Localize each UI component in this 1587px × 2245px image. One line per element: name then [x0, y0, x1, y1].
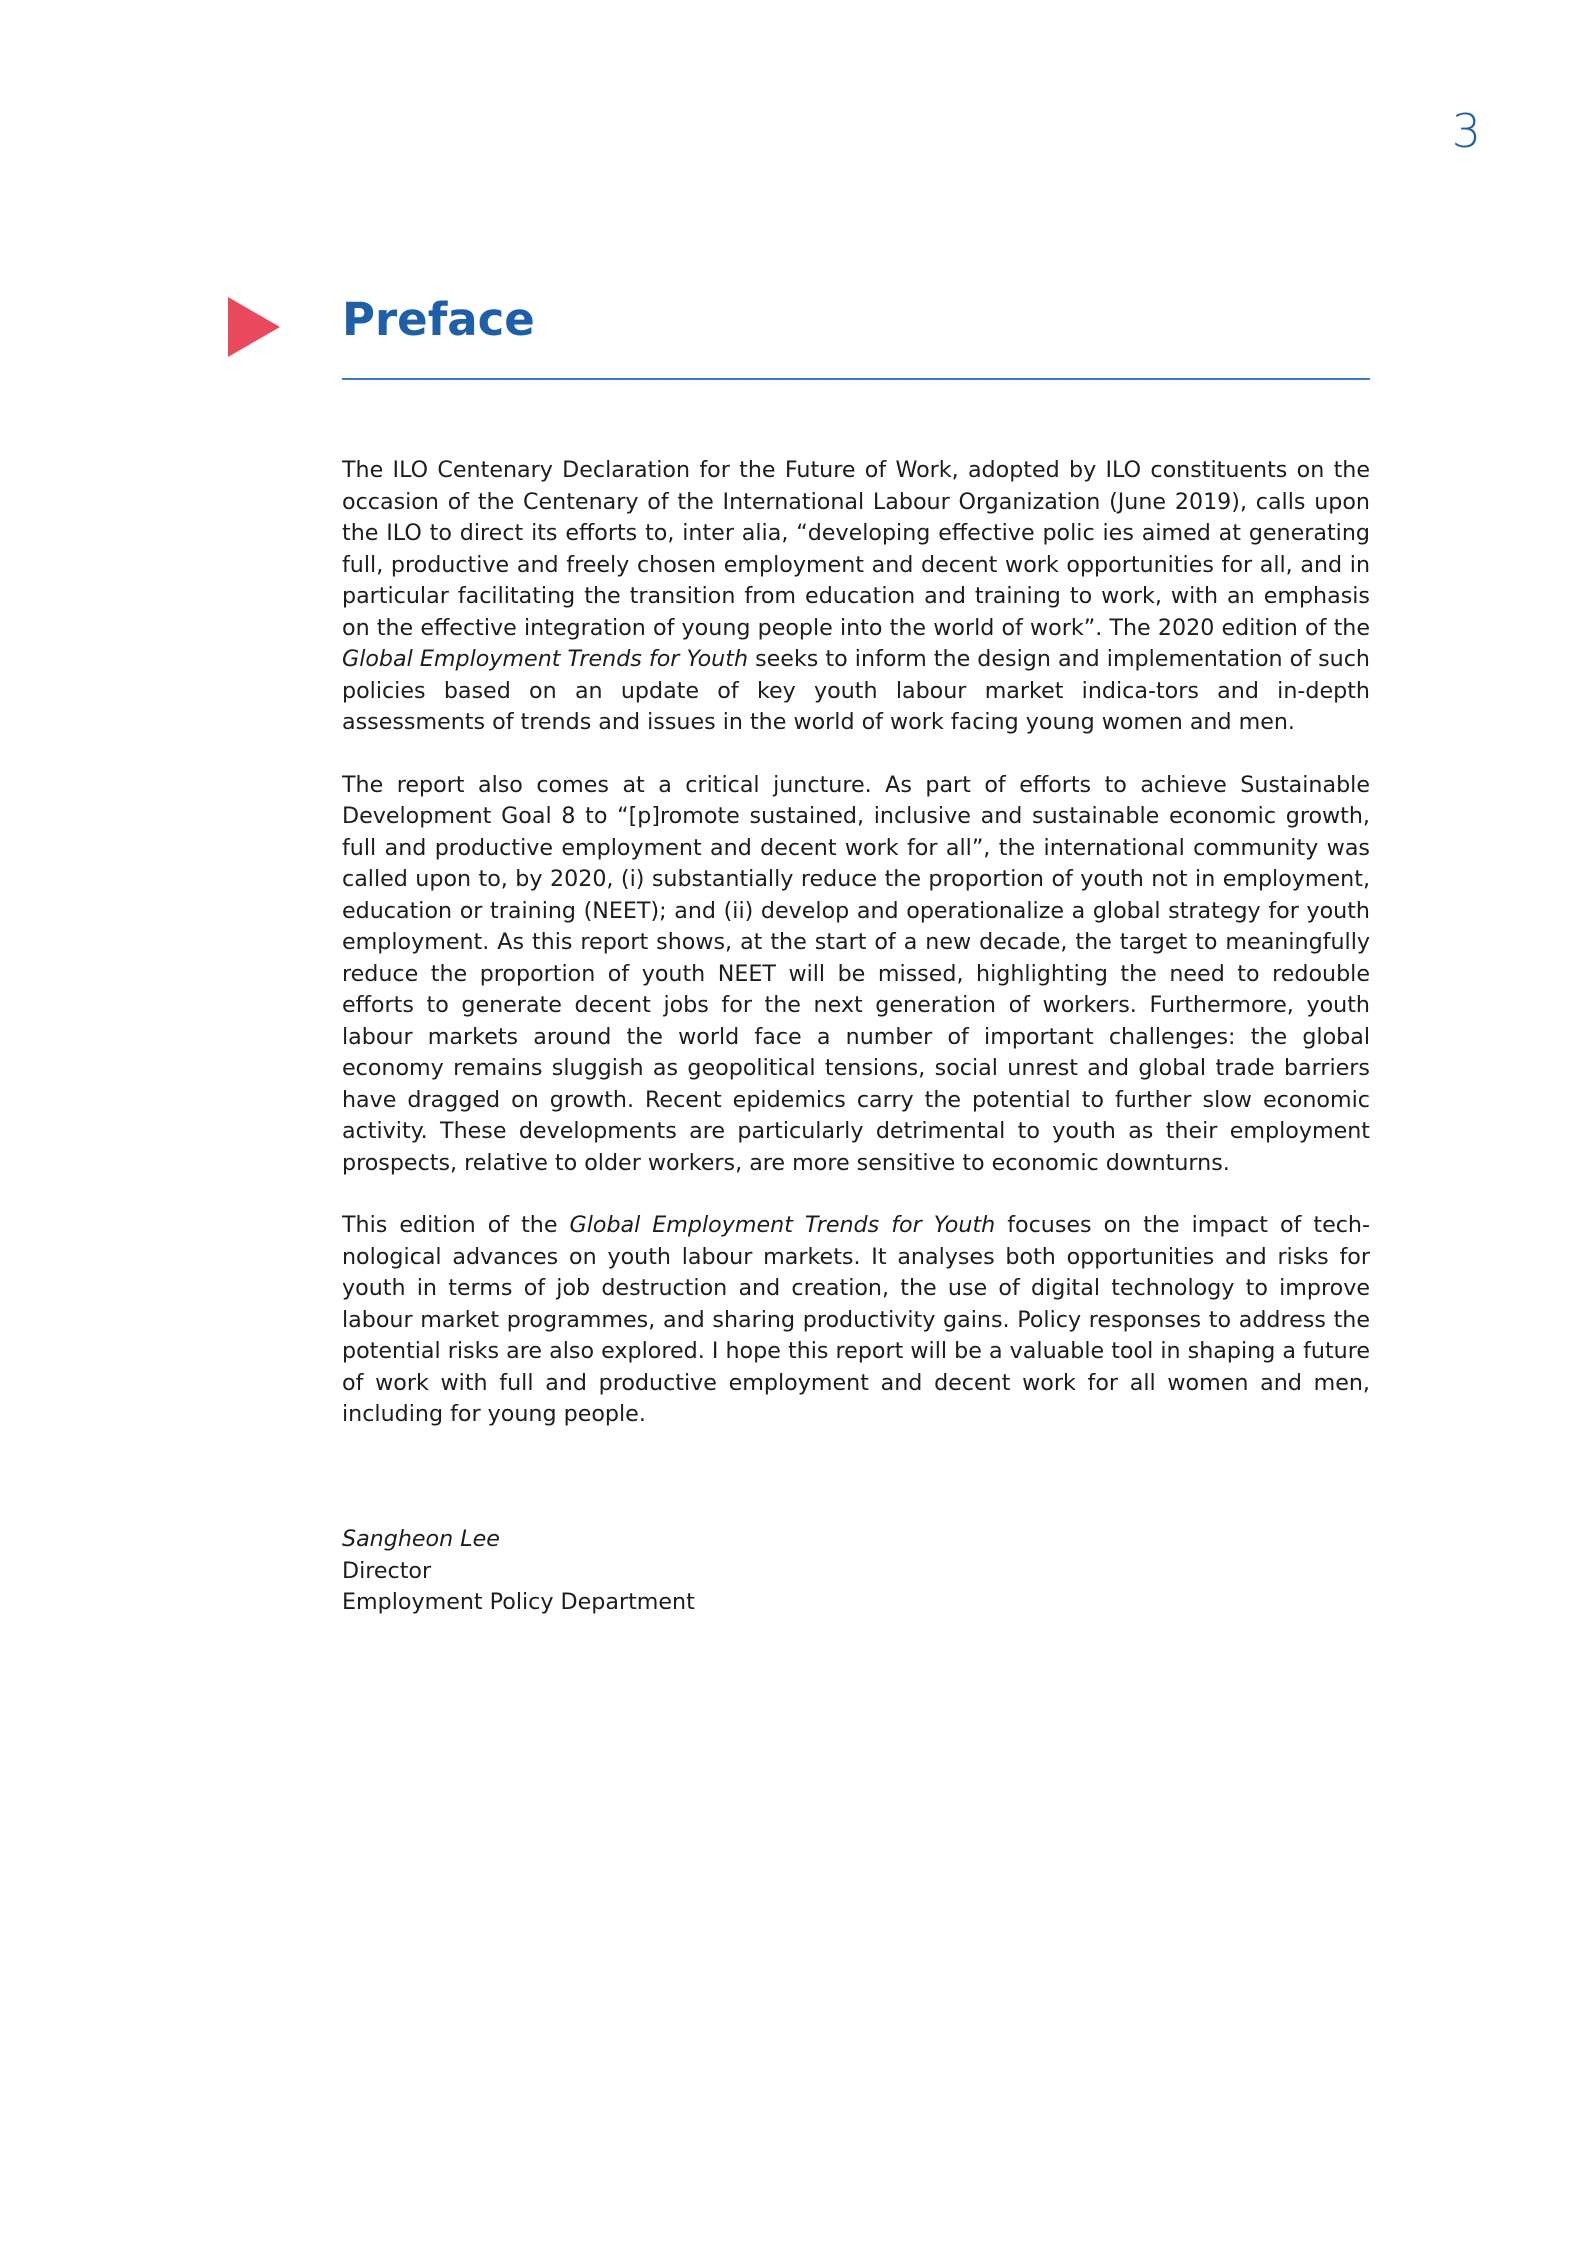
paragraph-3: [342, 1210, 1370, 1431]
preface-body: [342, 455, 1370, 1462]
title-divider: [342, 378, 1370, 380]
paragraph-1: [342, 455, 1370, 739]
signature-block: [342, 1524, 695, 1619]
section-title: Preface: [342, 293, 535, 346]
paragraph-3-text-b: focuses on the impact of tech-nological advances on youth labour markets. It analyses both opportunities and risks for youth in terms of job destruction and creation, the use of digital technology to improve labour market programmes, and sharing productivity gains. Policy responses to address the potential risks are also explored. I hope this report will be a valuable tool in shaping a future of work with full and productive employment and decent work for all women and men, including for young people.: [342, 1212, 1370, 1427]
section-marker-triangle-icon: [228, 297, 280, 357]
page-number: 3: [1451, 104, 1481, 158]
paragraph-1-text-a: The ILO Centenary Declaration for the Future of Work, adopted by ILO constituents on the occasion of the Centenary of the International Labour Organization (June 2019), calls upon the ILO to direct its efforts to, inter alia, “developing effective polic ies aimed at generating full, productive and freely chosen employment and decent work opportunities for all, and in particular facilitating the transition from education and training to work, with an emphasis on the effective integration of young people into the world of work”. The 2020 edition of the: [342, 457, 1370, 641]
signatory-title: Director: [342, 1557, 432, 1584]
report-title-italic: Global Employment Trends for Youth: [342, 646, 749, 672]
paragraph-2: The report also comes at a critical juncture. As part of efforts to achieve Sustainable Development Goal 8 to “[p]romote sustained, inclusive and sustainable economic growth, full and productive employment and decent work for all”, the international community was called upon to, by 2020, (i) substantially reduce the proportion of youth not in employment, education or training (NEET); and (ii) develop and operationalize a global strategy for youth employment. As this report shows, at the start of a new decade, the target to meaningfully reduce the proportion of youth NEET will be missed, highlighting the need to redouble efforts to generate decent jobs for the next generation of workers. Furthermore, youth labour markets around the world face a number of important challenges: the global economy remains sluggish as geopolitical tensions, social unrest and global trade barriers have dragged on growth. Recent epidemics carry the potential to further slow economic activity. These developments are particularly detrimental to youth as their employment prospects, relative to older workers, are more sensitive to economic downturns.: [342, 771, 1370, 1176]
paragraph-3-text-a: This edition of the: [342, 1212, 570, 1238]
signatory-name: Sangheon Lee: [342, 1526, 500, 1552]
report-title-italic: Global Employment Trends for Youth: [569, 1212, 996, 1238]
signatory-department: Employment Policy Department: [342, 1589, 695, 1615]
paragraph-1-text-b: seeks to inform the design and implementation of such policies based on an update of key youth labour market indica-tors and in-depth assessments of trends and issues in the world of work facing young women and men.: [342, 646, 1370, 735]
